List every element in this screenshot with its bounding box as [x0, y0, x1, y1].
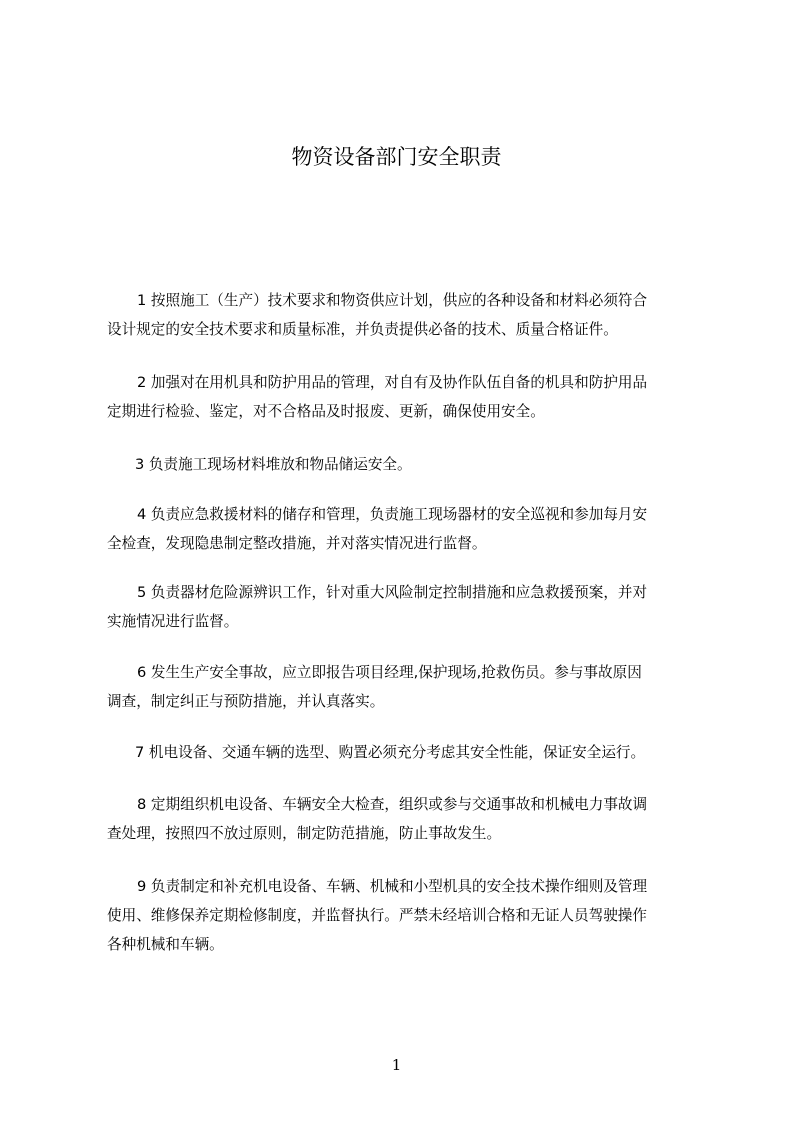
duty-item-5-line-2: 实施情况进行监督。	[107, 613, 239, 630]
duty-item-4-line-2: 全检查，发现隐患制定整改措施，并对落实情况进行监督。	[107, 535, 487, 552]
duty-item-7	[107, 738, 703, 767]
duty-item-6	[107, 658, 703, 716]
duty-item-1-line-2: 设计规定的安全技术要求和质量标准，并负责提供必备的技术、质量合格证件。	[107, 321, 618, 338]
duty-item-2	[107, 368, 703, 426]
duty-item-9	[107, 872, 703, 959]
duty-item-4	[107, 500, 703, 558]
duty-item-3-line-1: 3 负责施工现场材料堆放和物品储运安全。	[135, 456, 412, 473]
duty-item-7-line-1: 7 机电设备、交通车辆的选型、购置必须充分考虑其安全性能，保证安全运行。	[135, 744, 646, 761]
duty-item-1	[107, 286, 703, 344]
duty-item-9-line-3: 各种机械和车辆。	[107, 936, 224, 953]
duty-item-8	[107, 790, 703, 848]
duty-item-8-line-2: 查处理，按照四不放过原则，制定防范措施，防止事故发生。	[107, 825, 502, 842]
duty-item-2-line-2: 定期进行检验、鉴定，对不合格品及时报废、更新，确保使用安全。	[107, 403, 545, 420]
duty-item-5-line-1: 5 负责器材危险源辨识工作，针对重大风险制定控制措施和应急救援预案，并对	[137, 584, 648, 601]
page-number: 1	[391, 1056, 402, 1074]
duty-item-9-line-2: 使用、维修保养定期检修制度，并监督执行。严禁未经培训合格和无证人员驾驶操作	[107, 907, 647, 924]
duty-item-4-line-1: 4 负责应急救援材料的储存和管理，负责施工现场器材的安全巡视和参加每月安	[137, 506, 648, 523]
duty-item-3	[107, 450, 703, 479]
duty-item-8-line-1: 8 定期组织机电设备、车辆安全大检查，组织或参与交通事故和机械电力事故调	[137, 796, 648, 813]
duty-item-6-line-1: 6 发生生产安全事故，应立即报告项目经理,保护现场,抢救伤员。参与事故原因	[137, 664, 642, 681]
duty-item-1-line-1: 1 按照施工（生产）技术要求和物资供应计划，供应的各种设备和材料必须符合	[137, 292, 648, 309]
page-title: 物资设备部门安全职责	[291, 145, 502, 169]
duty-item-9-line-1: 9 负责制定和补充机电设备、车辆、机械和小型机具的安全技术操作细则及管理	[137, 878, 648, 895]
duty-item-6-line-2: 调查，制定纠正与预防措施，并认真落实。	[107, 693, 385, 710]
duty-item-5	[107, 578, 703, 636]
duty-item-2-line-1: 2 加强对在用机具和防护用品的管理，对自有及协作队伍自备的机具和防护用品	[137, 374, 648, 391]
